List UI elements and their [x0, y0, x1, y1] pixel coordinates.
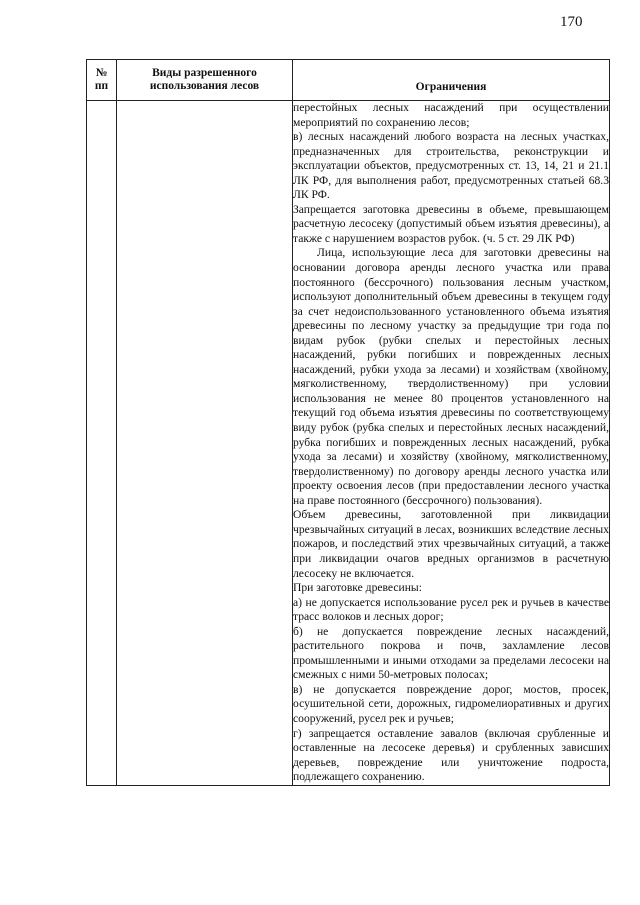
header-number-abbr: пп: [94, 80, 109, 92]
table-header-row: [87, 60, 610, 101]
restriction-paragraph: в) не допускается повреждение дорог, мостов, просек, осушительной сети, дорожных, гидромелиоративных и других сооружений, русел рек и ручьев;: [293, 682, 609, 725]
header-forest-use-line2: использования лесов: [149, 80, 260, 92]
restriction-paragraph: перестойных лесных насаждений при осуществлении мероприятий по сохранению лесов;: [293, 101, 609, 129]
restriction-paragraph: При заготовке древесины:: [293, 581, 422, 595]
restriction-paragraph: Запрещается заготовка древесины в объеме, превышающем расчетную лесосеку (допустимый объем изъятия древесины), а также с нарушением возрастов рубок. (ч. 5 ст. 29 ЛК РФ): [293, 202, 609, 245]
header-forest-use-line1: Виды разрешенного: [152, 67, 257, 79]
page-number: 170: [560, 14, 583, 30]
restriction-paragraph: а) не допускается использование русел рек и ручьев в качестве трасс волоков и лесных дорог;: [293, 595, 609, 624]
restriction-paragraph: Объем древесины, заготовленной при ликвидации чрезвычайных ситуаций в лесах, возникших вследствие лесных пожаров, и последствий этих чрезвычайных ситуаций, а также при ликвидации очагов вредных организмов в расчетную лесосеку не включается.: [293, 508, 609, 580]
header-forest-use-types: [117, 60, 293, 101]
restrictions-table: [86, 59, 610, 786]
header-number: [87, 60, 117, 101]
table-row: [87, 101, 610, 786]
restriction-paragraph: б) не допускается повреждение лесных насаждений, растительного покрова и почв, захламление лесов промышленными и иными отходами за пределами лесосеки на смежных с ними 50-метровых полосах;: [293, 624, 609, 682]
restriction-paragraph: г) запрещается оставление завалов (включая срубленные и оставленные на лесосеке деревья) и срубленных зависших деревьев, повреждение или уничтожение подроста, подлежащего сохранению.: [293, 726, 609, 784]
header-number-symbol: №: [95, 67, 108, 79]
cell-forest-use: [117, 101, 293, 786]
cell-number: [87, 101, 117, 786]
header-restrictions: Ограничения: [293, 60, 610, 101]
cell-restrictions: [293, 101, 610, 786]
restriction-paragraph: Лица, использующие леса для заготовки древесины на основании договора аренды лесного участка или права постоянного (бессрочного) пользования лесным участком, используют дополнительный объем древесины в текущем году за счет недоиспользованного установленного объема изъятия древесины по лесному участку за предыдущие три года по видам рубок (рубки спелых и перестойных лесных насаждений, рубки погибших и поврежденных лесных насаждений, рубки ухода за лесами) и хозяйствам (хвойному, мягколиственному, твердолиственному) при условии использования не менее 80 процентов установленного на текущий год объема изъятия древесины по соответствующему виду рубок (рубка спелых и перестойных лесных насаждений, рубка погибших и поврежденных лесных насаждений, рубка ухода за лесами) и хозяйству (хвойному, мягколиственному, твердолиственному) по договору аренды лесного участка или проекту освоения лесов (при предоставлении лесного участка на праве постоянного (бессрочного) пользования).: [293, 246, 609, 507]
restriction-paragraph: в) лесных насаждений любого возраста на лесных участках, предназначенных для строительства, реконструкции и эксплуатации объектов, предусмотренных ст. 13, 14, 21 и 21.1 ЛК РФ, для выполнения работ, предусмотренных статьей 68.3 ЛК РФ.: [293, 130, 609, 202]
